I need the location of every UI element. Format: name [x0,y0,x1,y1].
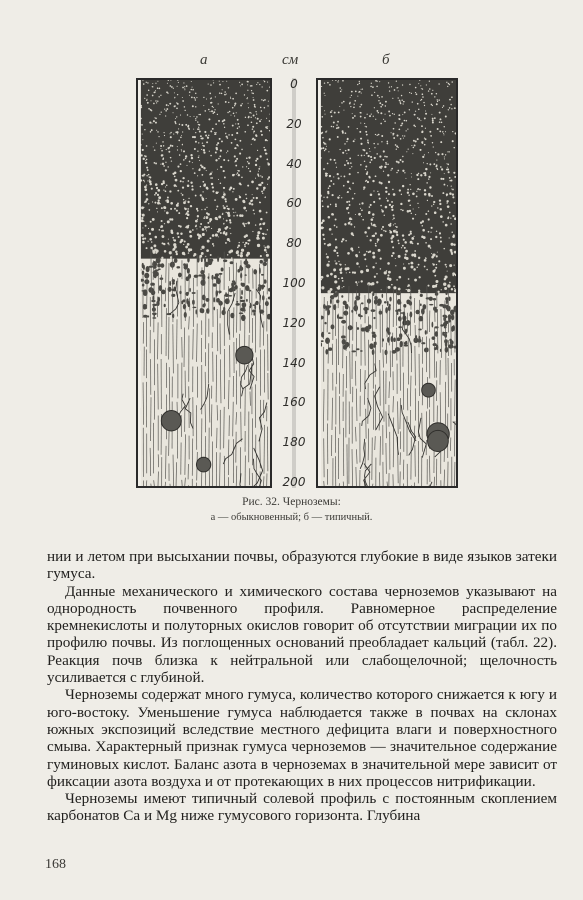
depth-tick-label: 180 [282,435,306,450]
paragraph: Черноземы содержат много гумуса, количество которого снижается к югу и юго-востоку. Уменьшение гумуса наблюдается также в почвах на склонах южных экспозиций вследствие местного дефицита влаги и поверхностного смыва. Характерный признак гумуса черноземов — значительное содержание гуминовых кислот. Баланс азота в черноземах в значительной мере зависит от фиксации азота воздуха и от протекающих в них процессов нитрификации. [47,686,557,790]
caption-title: Рис. 32. Черноземы: [242,496,341,508]
paragraph: Данные механического и химического состава черноземов указывают на однородность почвенного профиля. Равномерное распределение кремнекислоты и полуторных окислов говорит об отсутствии миграции их по профилю почвы. Из поглощенных оснований преобладает кальций (табл. 22). Реакция почв близка к нейтральной или слабощелочной; щелочность усиливается с глубиной. [47,582,557,687]
soil-profile-figure [136,52,458,490]
depth-tick-label: 40 [286,156,302,171]
soil-column-a [136,78,272,488]
soil-column-b [316,78,458,488]
depth-tick-label: 160 [282,395,306,410]
depth-tick-label: 0 [290,77,298,91]
depth-tick-label: 60 [286,196,302,211]
body-text [47,548,557,825]
depth-tick-label: 100 [282,276,306,290]
caption-subtitle: а — обыкновенный; б — типичный. [210,512,373,523]
page-number: 168 [45,857,66,872]
depth-tick-label: 80 [286,236,302,251]
column-b-label: б [382,52,390,68]
soil-column-a-drawing [138,80,270,486]
depth-scale [274,78,314,488]
soil-column-b-drawing [318,80,456,486]
depth-tick-label: 140 [282,355,306,370]
unit-label: см [282,52,299,68]
column-a-label: а [200,52,208,68]
depth-tick-label: 200 [282,475,306,489]
figure-caption [0,496,583,523]
paragraph: нии и летом при высыхании почвы, образуются глубокие в виде языков затеки гумуса. [47,548,557,583]
depth-tick-label: 120 [282,315,306,330]
paragraph: Черноземы имеют типичный солевой профиль с постоянным скоплением карбонатов Ca и Mg ниже гумусового горизонта. Глубина [47,790,557,825]
depth-tick-label: 20 [286,116,302,131]
